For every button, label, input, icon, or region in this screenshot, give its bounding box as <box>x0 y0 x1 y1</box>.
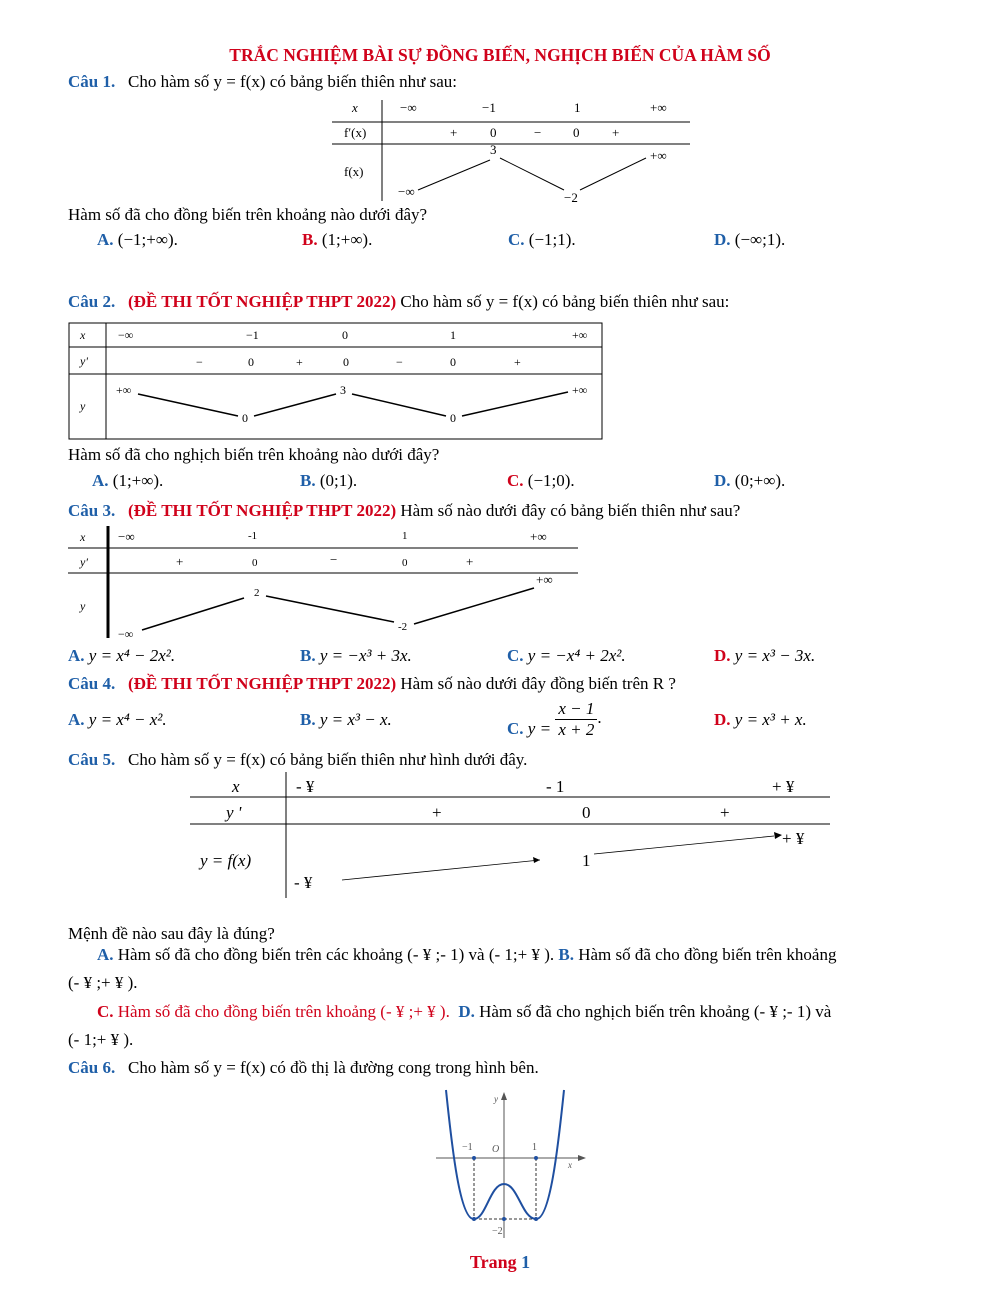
q1-option-c: C. (−1;1). <box>508 230 576 249</box>
q2-x2: 0 <box>342 328 348 342</box>
q1-fp4: + <box>612 125 620 140</box>
q3-variation-table <box>68 526 580 638</box>
q6-stem: Cho hàm số y = f(x) có đồ thị là đường cong trong hình bên. <box>127 1058 539 1077</box>
q3-arrow-2 <box>266 596 394 622</box>
q5-variation-table <box>190 772 835 900</box>
q3-yp0: + <box>176 554 184 569</box>
q3-option-a: A. y = x⁴ − 2x². <box>68 646 176 665</box>
q5-option-b-key: B. <box>558 945 574 964</box>
q2-x4: +∞ <box>572 328 588 342</box>
q2-yp0: − <box>196 355 203 369</box>
q3-row-yp: y′ <box>80 555 88 569</box>
q1-header <box>68 72 457 92</box>
q5-yp0: + <box>432 803 442 822</box>
q2-y1: 0 <box>242 411 248 425</box>
q5-x2: + ¥ <box>772 777 795 796</box>
q2-yp4: − <box>396 355 403 369</box>
q1-question: Hàm số đã cho đồng biến trên khoảng nào dưới đây? <box>68 205 428 224</box>
q2-y3: 0 <box>450 411 456 425</box>
q1-f1: 3 <box>490 142 497 157</box>
q2-option-b: B. (0;1). <box>300 471 358 490</box>
q2-label: Câu 2. <box>68 292 116 311</box>
q5-header <box>68 750 527 770</box>
q5-option-d-text: Hàm số đã cho nghịch biến trên khoảng (- ¥ ;- 1) và <box>479 1002 832 1021</box>
q5-option-d-key: D. <box>458 1002 475 1021</box>
q5-arrow-1 <box>342 860 540 880</box>
q2-y2: 3 <box>340 383 346 397</box>
page-footer: Trang 1 <box>469 1252 531 1272</box>
q5-y2: + ¥ <box>782 829 805 848</box>
q4-option-b: B. y = x³ − x. <box>300 710 392 729</box>
q3-y2: -2 <box>398 621 408 633</box>
q1-fp1: 0 <box>490 125 497 140</box>
q2-yp3: 0 <box>343 355 349 369</box>
q2-x1: −1 <box>246 328 259 342</box>
q3-arrow-3 <box>414 588 534 624</box>
q3-arrow-1 <box>142 598 244 630</box>
q2-question: Hàm số đã cho nghịch biến trên khoảng nào dưới đây? <box>68 445 440 464</box>
q5-question: Mệnh đề nào sau đây là đúng? <box>68 924 275 943</box>
y-axis-label: y <box>494 1094 498 1104</box>
q2-variation-table <box>68 322 604 440</box>
q5-x0: - ¥ <box>296 777 315 796</box>
q3-stem: Hàm số nào dưới đây có bảng biến thiên như sau? <box>400 501 741 520</box>
q4-option-c: C. y = $\frac{x - 1}{x + 2}$ . <box>507 699 602 739</box>
q4-option-d: D. y = x³ + x. <box>714 710 807 729</box>
q1-f3: +∞ <box>650 148 667 163</box>
q2-arrow-4 <box>462 392 568 416</box>
q5-row-yp: y ' <box>226 803 242 822</box>
x-axis-label: x <box>568 1160 572 1170</box>
q5-label: Câu 5. <box>68 750 116 769</box>
q5-x1: - 1 <box>546 777 565 796</box>
q2-x0: −∞ <box>118 328 134 342</box>
q5-row-x: x <box>232 777 240 796</box>
q4-tag: (ĐỀ THI TỐT NGHIỆP THPT 2022) <box>127 674 397 693</box>
q6-header <box>68 1058 539 1078</box>
q3-yp3: 0 <box>402 557 408 569</box>
q1-x1: −1 <box>482 100 496 115</box>
q3-yp2: − <box>330 552 338 567</box>
q2-row-yp: y' <box>80 354 88 368</box>
q3-header <box>68 501 740 521</box>
q3-x2: 1 <box>402 530 408 542</box>
q1-label: Câu 1. <box>68 72 116 91</box>
q3-x3: +∞ <box>530 529 547 544</box>
q3-label: Câu 3. <box>68 501 116 520</box>
q1-arrow-down <box>500 158 564 190</box>
q2-arrow-1 <box>138 394 238 416</box>
q2-header <box>68 292 729 312</box>
q6-graph <box>430 1088 590 1244</box>
q5-stem: Cho hàm số y = f(x) có bảng biến thiên như hình dưới đây. <box>127 750 528 769</box>
q2-y4: +∞ <box>572 383 588 397</box>
q1-row-f: f(x) <box>344 164 364 179</box>
curve <box>446 1090 564 1219</box>
q1-x0: −∞ <box>400 100 417 115</box>
q3-row-y: y <box>80 599 86 613</box>
q2-y0: +∞ <box>116 383 132 397</box>
q2-yp1: 0 <box>248 355 254 369</box>
q1-f0: −∞ <box>398 184 415 199</box>
q6-label: Câu 6. <box>68 1058 116 1077</box>
q3-option-c: C. y = −x⁴ + 2x². <box>507 646 626 665</box>
q5-option-b-text: Hàm số đã cho đồng biến trên khoảng <box>578 945 837 964</box>
q1-f2: −2 <box>564 190 578 205</box>
q4-option-a: A. y = x⁴ − x². <box>68 710 167 729</box>
q3-x0: −∞ <box>118 529 135 544</box>
q2-arrow-3 <box>352 394 446 416</box>
q2-yp2: + <box>296 355 303 369</box>
y-min-label: −2 <box>492 1226 503 1237</box>
q5-option-a: A. Hàm số đã cho đồng biến trên các khoảng (- ¥ ;- 1) và (- 1;+ ¥ ). B. Hàm số đã cho đồng biến trên khoảng <box>97 945 837 964</box>
q4-header <box>68 674 676 694</box>
q5-y0: - ¥ <box>294 873 313 892</box>
q2-option-c: C. (−1;0). <box>507 471 575 490</box>
q1-arrow-up2 <box>580 158 646 190</box>
q3-x1: -1 <box>248 530 258 542</box>
x-minus-1-label: −1 <box>462 1142 473 1153</box>
q1-option-a: A. (−1;+∞). <box>97 230 178 249</box>
q3-y1: 2 <box>254 587 260 599</box>
q3-yp1: 0 <box>252 557 258 569</box>
q2-stem: Cho hàm số y = f(x) có bảng biến thiên như sau: <box>400 292 730 311</box>
q5-yp1: 0 <box>582 803 591 822</box>
q2-row-x: x <box>80 328 86 342</box>
q5-arrow-2 <box>594 836 774 854</box>
q5-option-c: C. Hàm số đã cho đồng biến trên khoảng (- ¥ ;+ ¥ ). D. Hàm số đã cho nghịch biến trên khoảng (- ¥ ;- 1) và <box>97 1002 832 1021</box>
q5-option-d-cont: (- 1;+ ¥ ). <box>68 1030 134 1049</box>
q5-option-b-cont: (- ¥ ;+ ¥ ). <box>68 973 138 992</box>
q5-y1: 1 <box>582 851 591 870</box>
q1-arrow-up1 <box>418 160 490 190</box>
q3-option-d: D. y = x³ − 3x. <box>714 646 816 665</box>
q2-option-d: D. (0;+∞). <box>714 471 786 490</box>
q5-row-y: y = f(x) <box>200 851 252 870</box>
q2-yp5: 0 <box>450 355 456 369</box>
q1-fp2: − <box>534 125 542 140</box>
q2-arrow-2 <box>254 394 336 416</box>
q2-yp6: + <box>514 355 521 369</box>
q1-fp3: 0 <box>573 125 580 140</box>
q2-option-a: A. (1;+∞). <box>92 471 164 490</box>
origin-label: O <box>492 1144 500 1155</box>
q3-tag: (ĐỀ THI TỐT NGHIỆP THPT 2022) <box>127 501 397 520</box>
q1-row-x: x <box>352 100 358 115</box>
q1-row-fp: f′(x) <box>344 125 367 140</box>
q4-stem: Hàm số nào dưới đây đồng biến trên R ? <box>400 674 676 693</box>
q1-option-b: B. (1;+∞). <box>302 230 373 249</box>
q3-y0: −∞ <box>118 627 134 638</box>
q5-yp2: + <box>720 803 730 822</box>
q1-stem: Cho hàm số y = f(x) có bảng biến thiên như sau: <box>127 72 457 91</box>
q1-x2: 1 <box>574 100 581 115</box>
q2-row-y: y <box>80 399 86 413</box>
q1-x3: +∞ <box>650 100 667 115</box>
q1-fp0: + <box>450 125 458 140</box>
q3-y3: +∞ <box>536 572 553 587</box>
q3-row-x: x <box>80 530 86 544</box>
q3-yp4: + <box>466 554 474 569</box>
q3-option-b: B. y = −x³ + 3x. <box>300 646 412 665</box>
q4-label: Câu 4. <box>68 674 116 693</box>
q2-x3: 1 <box>450 328 456 342</box>
x-plus-1-label: 1 <box>532 1142 537 1153</box>
page-title: TRẮC NGHIỆM BÀI SỰ ĐỒNG BIẾN, NGHỊCH BIẾN CỦA HÀM SỐ <box>229 45 771 65</box>
q1-option-d: D. (−∞;1). <box>714 230 786 249</box>
q1-variation-table <box>330 96 700 206</box>
q2-tag: (ĐỀ THI TỐT NGHIỆP THPT 2022) <box>127 292 397 311</box>
